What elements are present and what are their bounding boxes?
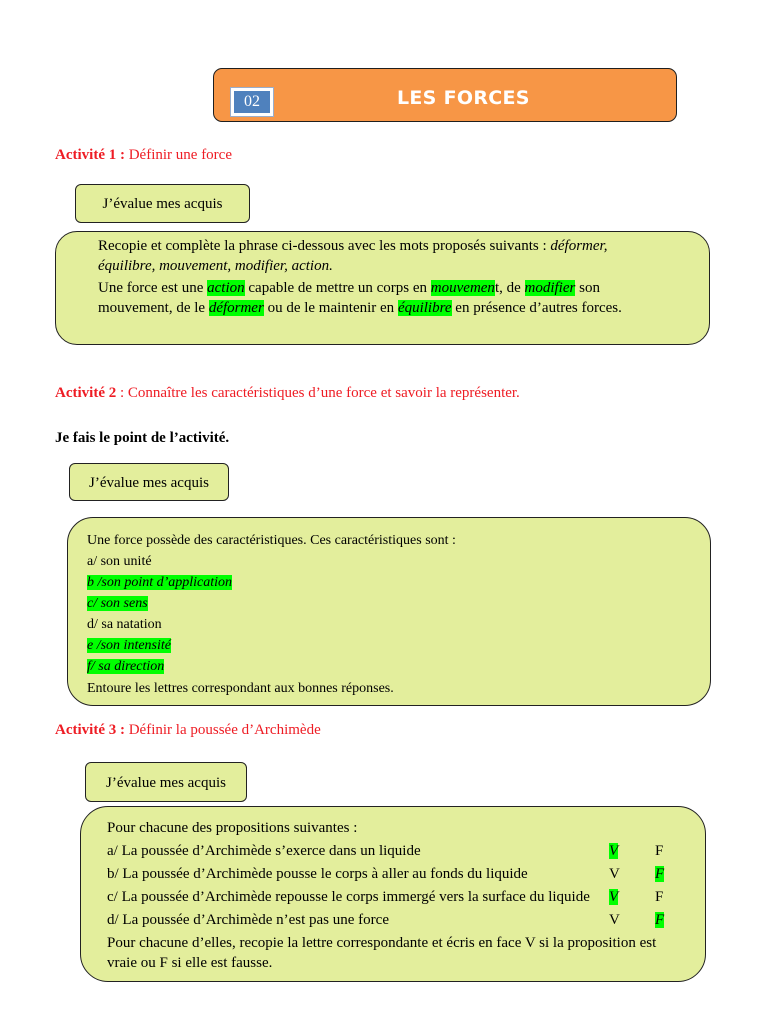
- activity-1-title: Définir une force: [124, 147, 232, 163]
- a3-row-b-v: V: [609, 866, 620, 882]
- a3-row-d-v: V: [609, 912, 620, 928]
- a2-item-d: d/ sa natation: [87, 617, 162, 632]
- answer-action: action: [207, 280, 245, 296]
- answer-modifier: modifier: [524, 280, 576, 296]
- a1-sentence-line1: Une force est une action capable de mettre un corps en mouvement, de modifier son: [98, 280, 600, 296]
- a2-intro: Une force possède des caractéristiques. Ces caractéristiques sont :: [87, 533, 456, 548]
- a2-item-e: e /son intensité: [87, 638, 171, 653]
- page-title: LES FORCES: [397, 87, 530, 109]
- a1-sentence-line2: mouvement, de le déformer ou de le maintenir en équilibre en présence d’autres forces.: [98, 300, 622, 316]
- a3-row-c-f: F: [655, 889, 664, 905]
- activity-2-heading: [55, 385, 520, 402]
- a2-item-c: c/ son sens: [87, 596, 148, 611]
- activity-1-panel: [55, 231, 710, 345]
- a1-instruction-line1: Recopie et complète la phrase ci-dessous avec les mots proposés suivants : déformer,: [98, 238, 608, 254]
- eval-button-3[interactable]: J’évalue mes acquis: [85, 762, 247, 802]
- a3-intro: Pour chacune des propositions suivantes :: [107, 820, 358, 836]
- activity-2-title: : Connaître les caractéristiques d’une force et savoir la représenter.: [116, 385, 520, 401]
- answer-equilibre: équilibre: [397, 300, 452, 316]
- answer-mouvement: mouvemen: [430, 280, 495, 296]
- a1-instruction-line2: équilibre, mouvement, modifier, action.: [98, 258, 333, 274]
- a3-row-a-text: a/ La poussée d’Archimède s’exerce dans un liquide: [107, 843, 421, 859]
- a3-row-b-f: F: [655, 866, 665, 882]
- answer-deformer: déformer: [208, 300, 264, 316]
- activity-2-label: Activité 2: [55, 385, 117, 401]
- a3-row-b-text: b/ La poussée d’Archimède pousse le corps à aller au fonds du liquide: [107, 866, 528, 882]
- eval-button-2[interactable]: J’évalue mes acquis: [69, 463, 229, 501]
- a3-row-d-f: F: [655, 912, 665, 928]
- a3-row-a-f: F: [655, 843, 664, 859]
- activity-2-panel: [67, 517, 711, 706]
- activity-1-label: Activité 1 :: [55, 147, 125, 163]
- point-heading: Je fais le point de l’activité.: [55, 430, 230, 446]
- chapter-number: 02: [231, 88, 273, 116]
- a2-item-b: b /son point d’application: [87, 575, 233, 590]
- activity-3-title: Définir la poussée d’Archimède: [124, 722, 321, 738]
- a3-row-c-text: c/ La poussée d’Archimède repousse le corps immergé vers la surface du liquide: [107, 889, 590, 905]
- activity-3-label: Activité 3 :: [55, 722, 125, 738]
- a3-outro-line1: Pour chacune d’elles, recopie la lettre correspondante et écris en face V si la proposition est: [107, 935, 657, 951]
- title-bar: [213, 68, 677, 122]
- activity-3-heading: [55, 722, 321, 739]
- a2-item-a: a/ son unité: [87, 554, 152, 569]
- activity-1-heading: [55, 147, 232, 164]
- activity-3-panel: [80, 806, 706, 982]
- a3-row-a-v: V: [609, 843, 619, 859]
- eval-button-1[interactable]: J’évalue mes acquis: [75, 184, 250, 223]
- a3-row-d-text: d/ La poussée d’Archimède n’est pas une force: [107, 912, 389, 928]
- a3-row-c-v: V: [609, 889, 619, 905]
- a2-outro: Entoure les lettres correspondant aux bonnes réponses.: [87, 681, 394, 696]
- a3-outro-line2: vraie ou F si elle est fausse.: [107, 955, 273, 971]
- a2-item-f: f/ sa direction: [87, 659, 165, 674]
